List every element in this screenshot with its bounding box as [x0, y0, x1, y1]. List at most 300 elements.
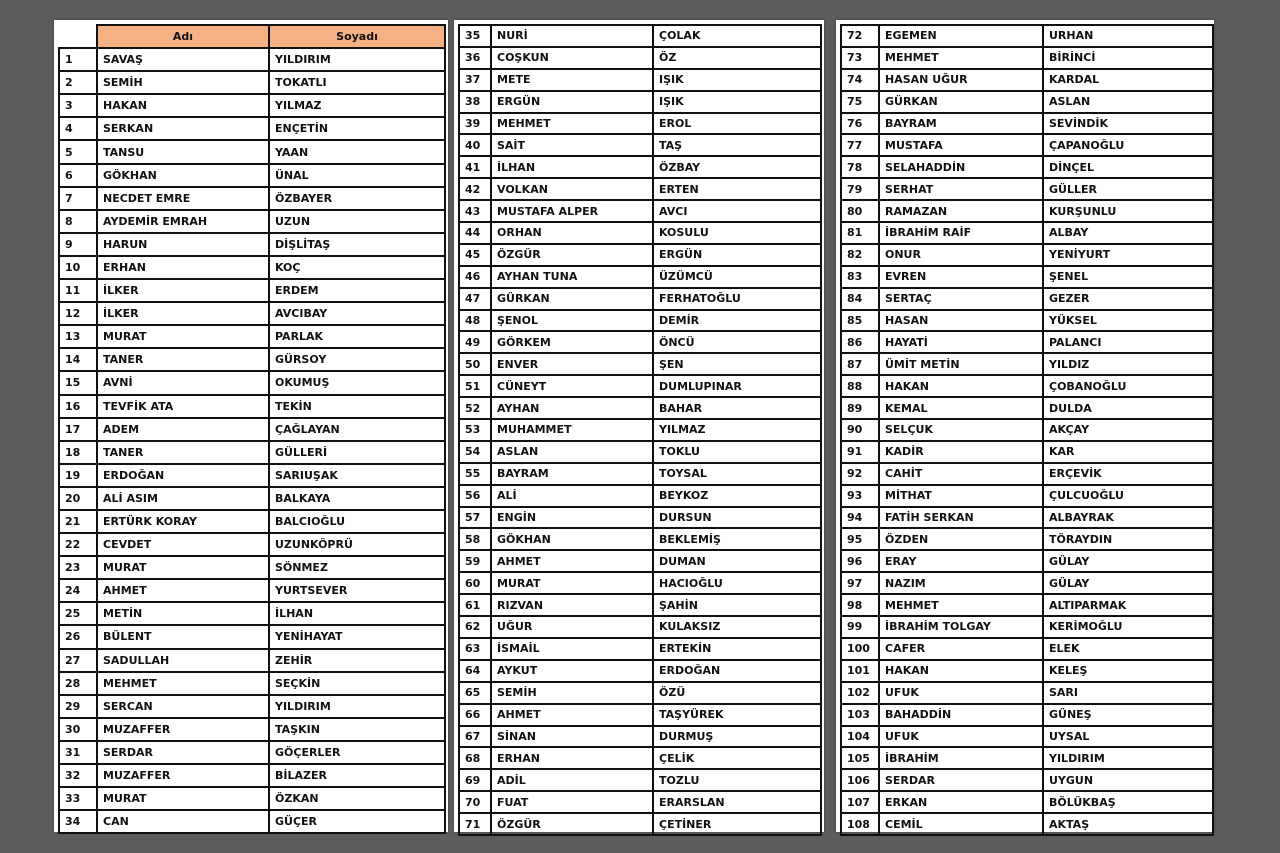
first-name: AYKUT — [491, 660, 653, 682]
row-number: 70 — [459, 791, 491, 813]
row-number: 41 — [459, 156, 491, 178]
last-name: ÖZÜ — [653, 682, 821, 704]
last-name: ALBAY — [1043, 222, 1213, 244]
table-row — [459, 441, 821, 463]
last-name: ZEHİR — [269, 649, 445, 672]
table-row — [59, 556, 445, 579]
first-name: UFUK — [879, 726, 1043, 748]
row-number: 69 — [459, 769, 491, 791]
table-row — [841, 69, 1213, 91]
row-number: 32 — [59, 764, 97, 787]
table-row — [841, 682, 1213, 704]
last-name: BİLAZER — [269, 764, 445, 787]
first-name: SAİT — [491, 134, 653, 156]
table-row — [59, 71, 445, 94]
last-name: SEÇKİN — [269, 672, 445, 695]
first-name: TANER — [97, 441, 269, 464]
first-name: MUHAMMET — [491, 419, 653, 441]
last-name: SARI — [1043, 682, 1213, 704]
first-name: HARUN — [97, 233, 269, 256]
table-row — [59, 579, 445, 602]
first-name: HAYATİ — [879, 331, 1043, 353]
row-number: 91 — [841, 441, 879, 463]
row-number: 68 — [459, 747, 491, 769]
last-name: KELEŞ — [1043, 660, 1213, 682]
last-name: ERÇEVİK — [1043, 463, 1213, 485]
first-name: ASLAN — [491, 441, 653, 463]
table-row — [59, 418, 445, 441]
first-name: MEHMET — [97, 672, 269, 695]
row-number: 94 — [841, 507, 879, 529]
last-name: KERİMOĞLU — [1043, 616, 1213, 638]
last-name: UZUNKÖPRÜ — [269, 533, 445, 556]
last-name: EROL — [653, 113, 821, 135]
last-name: ALBAYRAK — [1043, 507, 1213, 529]
table-row — [59, 395, 445, 418]
table-row — [841, 747, 1213, 769]
last-name: KURŞUNLU — [1043, 200, 1213, 222]
table-row — [459, 485, 821, 507]
first-name: ŞENOL — [491, 310, 653, 332]
first-name: ENGİN — [491, 507, 653, 529]
first-name: SELÇUK — [879, 419, 1043, 441]
table-row — [841, 266, 1213, 288]
row-number: 46 — [459, 266, 491, 288]
last-name: YILMAZ — [269, 94, 445, 117]
table-row — [841, 528, 1213, 550]
name-list-page-2 — [454, 20, 824, 832]
first-name: BAYRAM — [879, 113, 1043, 135]
row-number: 65 — [459, 682, 491, 704]
last-name: ÇOBANOĞLU — [1043, 375, 1213, 397]
last-name: PALANCI — [1043, 331, 1213, 353]
last-name: SARIUŞAK — [269, 464, 445, 487]
row-number: 36 — [459, 47, 491, 69]
last-name: YILDIRIM — [269, 695, 445, 718]
table-row — [59, 233, 445, 256]
first-name: MUSTAFA — [879, 134, 1043, 156]
first-name: ERDOĞAN — [97, 464, 269, 487]
name-list-page-1 — [54, 20, 448, 832]
last-name: BEKLEMİŞ — [653, 528, 821, 550]
last-name: BALCIOĞLU — [269, 510, 445, 533]
first-name: SELAHADDİN — [879, 156, 1043, 178]
first-name: SEMİH — [97, 71, 269, 94]
row-number: 62 — [459, 616, 491, 638]
row-number: 56 — [459, 485, 491, 507]
table-row — [459, 310, 821, 332]
row-number: 82 — [841, 244, 879, 266]
row-number: 61 — [459, 594, 491, 616]
last-name: KULAKSIZ — [653, 616, 821, 638]
row-number: 12 — [59, 302, 97, 325]
first-name: FUAT — [491, 791, 653, 813]
first-name: KEMAL — [879, 397, 1043, 419]
row-number: 48 — [459, 310, 491, 332]
row-number: 107 — [841, 791, 879, 813]
last-name: TAŞ — [653, 134, 821, 156]
last-name: AKÇAY — [1043, 419, 1213, 441]
row-number: 72 — [841, 25, 879, 47]
first-name: MURAT — [97, 556, 269, 579]
first-name: EGEMEN — [879, 25, 1043, 47]
row-number: 30 — [59, 718, 97, 741]
first-name: KADİR — [879, 441, 1043, 463]
first-name: NECDET EMRE — [97, 187, 269, 210]
table-row — [59, 810, 445, 833]
first-name: METE — [491, 69, 653, 91]
first-name: TANSU — [97, 140, 269, 163]
last-name: YENİHAYAT — [269, 625, 445, 648]
first-name: ERGÜN — [491, 91, 653, 113]
row-number: 64 — [459, 660, 491, 682]
last-name: DULDA — [1043, 397, 1213, 419]
row-number: 79 — [841, 178, 879, 200]
row-number: 101 — [841, 660, 879, 682]
last-name: AKTAŞ — [1043, 813, 1213, 835]
last-name: ELEK — [1043, 638, 1213, 660]
last-name: SÖNMEZ — [269, 556, 445, 579]
header-last-name: Soyadı — [269, 25, 445, 48]
table-row — [59, 279, 445, 302]
first-name: SADULLAH — [97, 649, 269, 672]
last-name: UYSAL — [1043, 726, 1213, 748]
first-name: ERKAN — [879, 791, 1043, 813]
header-first-name: Adı — [97, 25, 269, 48]
last-name: UZUN — [269, 210, 445, 233]
last-name: ERGÜN — [653, 244, 821, 266]
first-name: RAMAZAN — [879, 200, 1043, 222]
table-row — [59, 348, 445, 371]
row-number: 98 — [841, 594, 879, 616]
row-number: 59 — [459, 550, 491, 572]
last-name: BAHAR — [653, 397, 821, 419]
row-number: 16 — [59, 395, 97, 418]
table-row — [59, 695, 445, 718]
row-number: 50 — [459, 353, 491, 375]
header-number-cell — [59, 25, 97, 48]
row-number: 84 — [841, 288, 879, 310]
table-row — [459, 682, 821, 704]
row-number: 20 — [59, 487, 97, 510]
table-row — [459, 331, 821, 353]
row-number: 58 — [459, 528, 491, 550]
first-name: GÖKHAN — [97, 164, 269, 187]
last-name: GÜLAY — [1043, 550, 1213, 572]
row-number: 39 — [459, 113, 491, 135]
row-number: 97 — [841, 572, 879, 594]
first-name: HASAN — [879, 310, 1043, 332]
row-number: 55 — [459, 463, 491, 485]
last-name: ERARSLAN — [653, 791, 821, 813]
table-row — [841, 791, 1213, 813]
last-name: ŞAHİN — [653, 594, 821, 616]
row-number: 38 — [459, 91, 491, 113]
last-name: ALTIPARMAK — [1043, 594, 1213, 616]
last-name: IŞIK — [653, 91, 821, 113]
table-row — [459, 463, 821, 485]
table-row — [59, 510, 445, 533]
table-row — [59, 140, 445, 163]
last-name: DİNÇEL — [1043, 156, 1213, 178]
table-row — [459, 91, 821, 113]
table-row — [841, 331, 1213, 353]
table-row — [59, 94, 445, 117]
last-name: YAAN — [269, 140, 445, 163]
first-name: HAKAN — [879, 660, 1043, 682]
first-name: MURAT — [491, 572, 653, 594]
table-row — [59, 371, 445, 394]
row-number: 15 — [59, 371, 97, 394]
last-name: DURSUN — [653, 507, 821, 529]
first-name: ERTÜRK KORAY — [97, 510, 269, 533]
row-number: 93 — [841, 485, 879, 507]
first-name: ALİ ASIM — [97, 487, 269, 510]
row-number: 37 — [459, 69, 491, 91]
last-name: AVCIBAY — [269, 302, 445, 325]
row-number: 27 — [59, 649, 97, 672]
table-row — [841, 91, 1213, 113]
last-name: GÜLLERİ — [269, 441, 445, 464]
table-row — [841, 178, 1213, 200]
table-row — [459, 660, 821, 682]
last-name: YILMAZ — [653, 419, 821, 441]
row-number: 23 — [59, 556, 97, 579]
table-row — [841, 25, 1213, 47]
first-name: ÜMİT METİN — [879, 353, 1043, 375]
first-name: AYHAN TUNA — [491, 266, 653, 288]
last-name: GÜLLER — [1043, 178, 1213, 200]
first-name: İSMAİL — [491, 638, 653, 660]
table-row — [459, 594, 821, 616]
first-name: MUZAFFER — [97, 718, 269, 741]
last-name: YURTSEVER — [269, 579, 445, 602]
first-name: TANER — [97, 348, 269, 371]
row-number: 74 — [841, 69, 879, 91]
first-name: HAKAN — [879, 375, 1043, 397]
row-number: 6 — [59, 164, 97, 187]
first-name: COŞKUN — [491, 47, 653, 69]
row-number: 45 — [459, 244, 491, 266]
table-row — [459, 69, 821, 91]
last-name: ÇAĞLAYAN — [269, 418, 445, 441]
first-name: İLKER — [97, 279, 269, 302]
table-row — [459, 813, 821, 835]
last-name: İLHAN — [269, 602, 445, 625]
table-row — [459, 572, 821, 594]
row-number: 54 — [459, 441, 491, 463]
last-name: GEZER — [1043, 288, 1213, 310]
table-row — [459, 419, 821, 441]
last-name: ENÇETİN — [269, 117, 445, 140]
last-name: ERTEN — [653, 178, 821, 200]
table-row — [59, 164, 445, 187]
last-name: ÖZBAY — [653, 156, 821, 178]
row-number: 60 — [459, 572, 491, 594]
table-row — [59, 48, 445, 71]
row-number: 31 — [59, 741, 97, 764]
table-row — [841, 375, 1213, 397]
row-number: 75 — [841, 91, 879, 113]
last-name: SEVİNDİK — [1043, 113, 1213, 135]
first-name: CEMİL — [879, 813, 1043, 835]
table-row — [459, 507, 821, 529]
first-name: MUZAFFER — [97, 764, 269, 787]
table-row — [459, 704, 821, 726]
row-number: 22 — [59, 533, 97, 556]
table-row — [59, 625, 445, 648]
first-name: AHMET — [97, 579, 269, 602]
row-number: 19 — [59, 464, 97, 487]
first-name: SERTAÇ — [879, 288, 1043, 310]
first-name: GÜRKAN — [491, 288, 653, 310]
first-name: ERAY — [879, 550, 1043, 572]
table-row — [459, 47, 821, 69]
first-name: İBRAHİM — [879, 747, 1043, 769]
first-name: AHMET — [491, 704, 653, 726]
first-name: MEHMET — [879, 594, 1043, 616]
last-name: TOKLU — [653, 441, 821, 463]
table-row — [459, 397, 821, 419]
last-name: DUMLUPINAR — [653, 375, 821, 397]
table-row — [459, 156, 821, 178]
table-row — [841, 616, 1213, 638]
row-number: 35 — [459, 25, 491, 47]
row-number: 71 — [459, 813, 491, 835]
last-name: KAR — [1043, 441, 1213, 463]
table-row — [841, 419, 1213, 441]
first-name: AYDEMİR EMRAH — [97, 210, 269, 233]
first-name: NURİ — [491, 25, 653, 47]
first-name: GÖRKEM — [491, 331, 653, 353]
last-name: OKUMUŞ — [269, 371, 445, 394]
first-name: CÜNEYT — [491, 375, 653, 397]
table-row — [841, 485, 1213, 507]
table-row — [459, 200, 821, 222]
table-row — [59, 187, 445, 210]
row-number: 7 — [59, 187, 97, 210]
table-row — [459, 353, 821, 375]
table-row — [841, 594, 1213, 616]
name-list-page-3 — [836, 20, 1214, 832]
table-row — [841, 156, 1213, 178]
row-number: 17 — [59, 418, 97, 441]
last-name: ÇULCUOĞLU — [1043, 485, 1213, 507]
last-name: ÇELİK — [653, 747, 821, 769]
first-name: ERHAN — [97, 256, 269, 279]
table-row — [59, 764, 445, 787]
last-name: FERHATOĞLU — [653, 288, 821, 310]
table-row — [841, 463, 1213, 485]
last-name: ÇAPANOĞLU — [1043, 134, 1213, 156]
last-name: ERTEKİN — [653, 638, 821, 660]
first-name: İLHAN — [491, 156, 653, 178]
first-name: FATİH SERKAN — [879, 507, 1043, 529]
first-name: ONUR — [879, 244, 1043, 266]
table-row — [841, 200, 1213, 222]
table-row — [459, 178, 821, 200]
row-number: 4 — [59, 117, 97, 140]
table-row — [841, 244, 1213, 266]
first-name: CAHİT — [879, 463, 1043, 485]
last-name: YILDIRIM — [1043, 747, 1213, 769]
last-name: URHAN — [1043, 25, 1213, 47]
last-name: GÜLAY — [1043, 572, 1213, 594]
row-number: 106 — [841, 769, 879, 791]
last-name: YILDIZ — [1043, 353, 1213, 375]
last-name: AVCI — [653, 200, 821, 222]
first-name: UFUK — [879, 682, 1043, 704]
first-name: CAFER — [879, 638, 1043, 660]
row-number: 66 — [459, 704, 491, 726]
last-name: BEYKOZ — [653, 485, 821, 507]
last-name: TAŞYÜREK — [653, 704, 821, 726]
row-number: 13 — [59, 325, 97, 348]
table-row — [59, 302, 445, 325]
row-number: 49 — [459, 331, 491, 353]
row-number: 29 — [59, 695, 97, 718]
row-number: 63 — [459, 638, 491, 660]
table-row — [459, 747, 821, 769]
first-name: İLKER — [97, 302, 269, 325]
table-row — [459, 550, 821, 572]
table-row — [59, 256, 445, 279]
row-number: 77 — [841, 134, 879, 156]
name-table-2 — [458, 24, 822, 836]
first-name: SERDAR — [879, 769, 1043, 791]
table-row — [59, 672, 445, 695]
first-name: SAVAŞ — [97, 48, 269, 71]
row-number: 80 — [841, 200, 879, 222]
last-name: ÜZÜMCÜ — [653, 266, 821, 288]
last-name: ŞEN — [653, 353, 821, 375]
row-number: 26 — [59, 625, 97, 648]
first-name: ERHAN — [491, 747, 653, 769]
first-name: RIZVAN — [491, 594, 653, 616]
last-name: YENİYURT — [1043, 244, 1213, 266]
row-number: 47 — [459, 288, 491, 310]
row-number: 90 — [841, 419, 879, 441]
row-number: 5 — [59, 140, 97, 163]
row-number: 9 — [59, 233, 97, 256]
row-number: 102 — [841, 682, 879, 704]
table-row — [841, 310, 1213, 332]
table-row — [459, 726, 821, 748]
table-row — [459, 134, 821, 156]
row-number: 52 — [459, 397, 491, 419]
last-name: BİRİNCİ — [1043, 47, 1213, 69]
first-name: BAHADDİN — [879, 704, 1043, 726]
table-row — [841, 572, 1213, 594]
last-name: ÖZ — [653, 47, 821, 69]
first-name: UĞUR — [491, 616, 653, 638]
table-row — [459, 375, 821, 397]
row-number: 28 — [59, 672, 97, 695]
first-name: NAZIM — [879, 572, 1043, 594]
table-row — [459, 288, 821, 310]
row-number: 92 — [841, 463, 879, 485]
first-name: MURAT — [97, 787, 269, 810]
last-name: PARLAK — [269, 325, 445, 348]
table-row — [459, 25, 821, 47]
row-number: 2 — [59, 71, 97, 94]
last-name: YÜKSEL — [1043, 310, 1213, 332]
first-name: HASAN UĞUR — [879, 69, 1043, 91]
last-name: KOÇ — [269, 256, 445, 279]
table-row — [59, 464, 445, 487]
row-number: 104 — [841, 726, 879, 748]
table-row — [841, 704, 1213, 726]
